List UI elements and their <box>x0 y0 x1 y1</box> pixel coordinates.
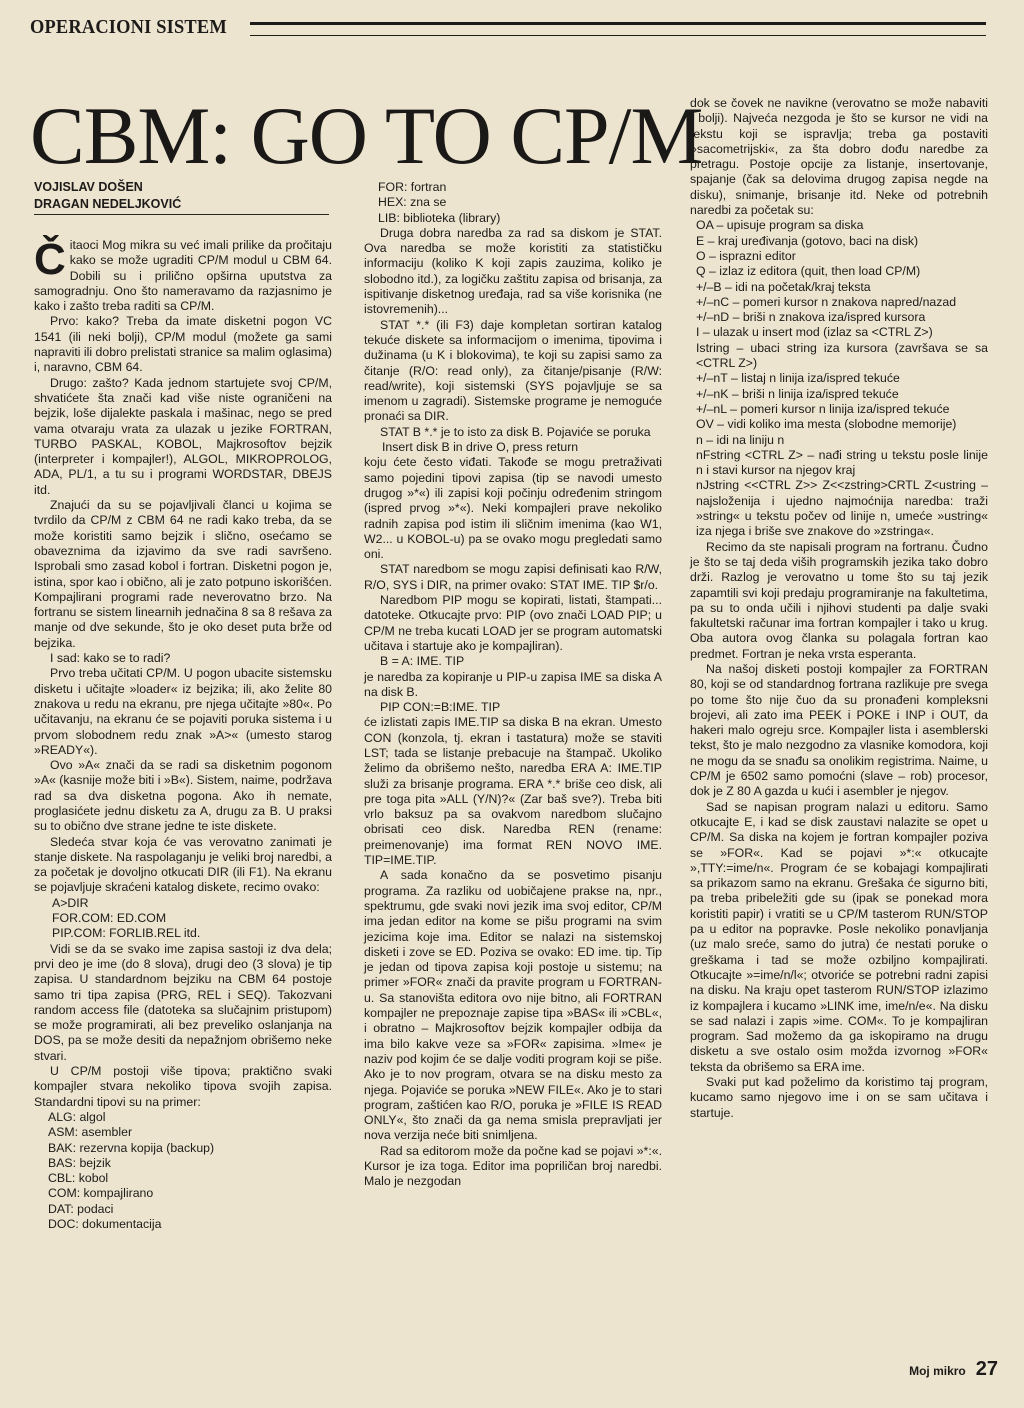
command-list-item: nFstring <CTRL Z> – nađi string u tekstu posle linije n i stavi kursor na njegov kraj <box>696 447 988 478</box>
code-line: A>DIR <box>52 895 89 910</box>
paragraph: Vidi se da se svako ime zapisa sastoji iz dva dela; prvi deo je ime (do 8 slova), drugi deo (3 slova) je tip zapisa. U standardnom bejziku na CBM 64 postoje samo tri tipa zapisa (PRG, REL i SEQ). Takozvani random access file (datoteka sa slučajnim pristupom) se može programirati, ali bez preveliko oslanjanja na DOS, pa se može desiti da nepažnjom obrišemo neke stvari. <box>34 941 332 1063</box>
type-list-item: DAT: podaci <box>48 1201 114 1216</box>
paragraph: Recimo da ste napisali program na fortranu. Čudno je što se taj deda viših programskih jezika tako dobro drži. Razlog je verovatno u tome što su taj jezik zapamtili svi koji predaju programiranje na fakultetima, pa su to onda učili i njihovi studenti pa dalje svaki fakultetski računar ima fortran kompajler i tako u krug. Oba autora ovog članka su polagala fortran kao predmet. Fortran je neka vrsta esperanta. <box>690 539 988 661</box>
code-line: B = A: IME. TIP <box>380 654 465 669</box>
command-list-item: nJstring <<CTRL Z>> Z<<zstring>CRTL Z<ustring – najsloženija i ujedno najmoćnija naredba: traži »string« u tekstu počev od linije n, umeće »ustring« iza njega i briše sve znakove do »zstringa«. <box>696 478 988 539</box>
paragraph: Drugo: zašto? Kada jednom startujete svoj CP/M, shvatićete šta znači kad više niste ograničeni na bejzik, loše dijalekte paskala i mašinac, nego se pred vama otvaraju vrata za ulazak u jezike FORTRAN, TURBO PASKAL, KOBOL, Majkrosoftov bejzik (interpreter i kompajler!), ALGOL, MIKROPROLOG, ADA, PL/1, a tu su i programi WORDSTAR, DBEJS itd. <box>34 375 332 497</box>
paragraph: Druga dobra naredba za rad sa diskom je STAT. Ova naredba se može koristiti za statističku informaciju (koliko K koji zapis zauzima, koliko je slobodno itd.), za logičku zaštitu zapisa od brisanja, za ispitivanje disketnog uređaja, rad sa više korisnika (ne istovremenih)... <box>364 225 662 317</box>
command-list-item: +/–nC – pomeri kursor n znakova napred/nazad <box>696 294 957 309</box>
type-list-item: FOR: fortran <box>378 180 447 194</box>
paragraph: I sad: kako se to radi? <box>50 651 171 666</box>
drop-cap: Č <box>34 235 66 284</box>
byline <box>34 179 324 213</box>
code-line: PIP CON:=B:IME. TIP <box>380 700 501 715</box>
paragraph: STAT naredbom se mogu zapisi definisati kao R/W, R/O, SYS i DIR, na primer ovako: STAT IME. TIP $r/o. <box>364 562 662 592</box>
command-list-item: Istring – ubaci string iza kursora (završava se sa <CTRL Z>) <box>696 340 988 371</box>
paragraph: Rad sa editorom može da počne kad se pojavi »*:«. Kursor je iza toga. Editor ima popriličan broj naredbi. Malo je nezgodan <box>364 1143 662 1189</box>
paragraph: Svaki put kad poželimo da koristimo taj program, kucamo samo njegovo ime i on se sam učitava i startuje. <box>690 1075 988 1120</box>
type-list-item: LIB: biblioteka (library) <box>378 210 501 225</box>
command-list-item: +/–nD – briši n znakova iza/ispred kursora <box>696 310 926 325</box>
paragraph: Sad se napisan program nalazi u editoru. Samo otkucajte E, i kad se disk zaustavi nalazite se opet u CP/M. Sa diska na kojem je fortran kompajler poziva se »FOR«. Kad se pojavi »*:« otkucajte »,TTY:=ime/n«. Program će se kobajagi kompajlirati sa prikazom samo na ekranu. Grešaka će sigurno biti, pa treba pribeležiti gde su (ipak se ponekad mora koristiti papir) i vratiti se u CP/M tasterom RUN/STOP pa u editor na popravke. Posle nekoliko ponavljanja (uz malo sreće, samo do jutra) će nestati poruke o greškama i tad se može ozbiljno kompajlirati. Otkucajte »=ime/n/l«; otvoriće se potrebni radni zapisi na disku. Na kraju opet tasterom RUN/STOP izlazimo iz kompajlera i kucamo »LINK ime, ime/n/e«. Na disku se sad nalazi i zapis »ime. COM«. To je kompajliran program. Sad možemo da ga iskopiramo na drugu disketu a sve ostalo osim možda izvornog »FOR« teksta da obrišemo sa ERA ime. <box>690 799 988 1074</box>
paragraph: je naredba za kopiranje u PIP-u zapisa IME sa diska A na disk B. <box>364 669 662 699</box>
author-name: VOJISLAV DOŠEN <box>34 180 143 194</box>
intro-paragraph <box>34 235 332 314</box>
code-line: FOR.COM: ED.COM <box>52 911 167 926</box>
command-list-item: O – isprazni editor <box>696 248 796 263</box>
section-header <box>30 14 986 40</box>
page-footer <box>909 1358 998 1381</box>
paragraph: A sada konačno da se posvetimo pisanju programa. Za razliku od uobičajene prakse na, npr., spektrumu, gde svaki novi jezik ima svoj editor, CP/M ima jedan editor na kome se pišu programi na svim jezicima koje ima. Editor se nalazi na sistemskoj disketi i zove se ED. Poziva se ovako: ED ime. tip. Tip je jedan od tipova zapisa koji postoje u sistemu; na primer »FOR« znači da pravite program u FORTRAN-u. Sa stanovišta editora ovo nije bitno, ali FORTRAN kompajler ne prepoznaje zapise tipa »BAS« ili »CBL«, i obratno – Majkrosoftov bejzik kompajler odbija da ima bilo kakve veze sa »FOR« zapisima. »Ime« je naziv pod kojim će se dalje voditi program koji se piše. Ako je to nov program, otvara se na disku mesto za njega. Pojaviće se poruka »NEW FILE«. Ako je to stari program, zaštićen kao R/O, poruka je »FILE IS READ ONLY«, što znači da ga nema smisla prepravljati jer nova verzija neće biti snimljena. <box>364 868 662 1143</box>
command-list-item: n – idi na liniju n <box>696 432 785 447</box>
paragraph: Sledeća stvar koja će vas verovatno zanimati je stanje diskete. Na raspolaganju je veliki broj naredbi, a za početak je dovoljno otkucati DIR (ili F1). Na ekranu se pojavljuje skraćeni katalog diskete, recimo ovako: <box>34 834 332 895</box>
command-list-item: +/–nK – briši n linija iza/ispred tekuće <box>696 386 899 401</box>
page-number: 27 <box>975 1358 998 1380</box>
paragraph: Prvo: kako? Treba da imate disketni pogon VC 1541 (ili neki bolji), CP/M modul (možete ga sami napraviti ili dobro prelistati stranice sa malim oglasima) i, naravno, CBM 64. <box>34 314 332 375</box>
byline-divider <box>34 214 329 215</box>
type-list-item: CBL: kobol <box>48 1171 109 1186</box>
paragraph: STAT B *.* je to isto za disk B. Pojaviće se poruka <box>380 424 651 439</box>
magazine-name: Moj mikro <box>909 1364 966 1378</box>
paragraph: STAT *.* (ili F3) daje kompletan sortiran katalog tekuće diskete sa informacijom o imenima, tipovima i dužinama (u K i blokovima), te koji su zapisi samo za čitanje (R/O: read only), za čitanje/pisanje (R/W: read/write), koji sistemski (SYS pojavljuje se sa imenom u zagradi). Sistemske programe je nemoguće pronaći sa DIR. <box>364 317 662 424</box>
type-list-item: COM: kompajlirano <box>48 1186 154 1201</box>
code-line: Insert disk B in drive O, press return <box>382 440 579 455</box>
type-list-item: DOC: dokumentacija <box>48 1217 162 1231</box>
type-list-item: HEX: zna se <box>378 195 447 210</box>
paragraph: Prvo treba učitati CP/M. U pogon ubacite sistemsku disketu i učitajte »loader« iz bejzika; ili, ako želite 80 znakova u redu na ekranu, pre njega učitajte »80«. Po učitavanju, na ekranu će se pojaviti poruka sistema i u prvom slobodnem redu znak »A>« (umesto starog »READY«). <box>34 666 332 757</box>
type-list-item: ALG: algol <box>48 1109 106 1124</box>
paragraph: Naredbom PIP mogu se kopirati, listati, štampati... datoteke. Otkucajte prvo: PIP (ovo znači LOAD PIP; u CP/M ne treba kucati LOAD jer se program automatski učitava i startuje ako je kompajliran). <box>364 593 662 653</box>
intro-text: itaoci Mog mikra su već imali prilike da pročitaju kako se može ugraditi CP/M modul u CBM 64. Dobili su i prilično opširna uputstva za samogradnju. Ono što nameravamo da razjasnimo je kako i zašto treba raditi sa CP/M. <box>34 238 332 314</box>
command-list-item: Q – izlaz iz editora (quit, then load CP/M) <box>696 264 921 279</box>
command-list-item: OV – vidi koliko ima mesta (slobodne memorije) <box>696 417 957 432</box>
paragraph: koju ćete često viđati. Takođe se mogu pretraživati samo pojedini tipovi zapisa (tip se navodi umesto drugog »*«) ili zapisi koji počinju određenim stringom (ispred prvog »*«). Neki kompajleri prave nekoliko radnih zapisa pod istim ili sličnim imenima (kao W1, W2... u KOBOL-u) pa se ovako mogu pregledati samo oni. <box>364 455 662 562</box>
article-headline: CBM: GO TO CP/M <box>30 90 703 181</box>
command-list-item: +/–nT – listaj n linija iza/ispred tekuće <box>696 371 900 386</box>
section-rule <box>250 22 986 36</box>
article-column-2 <box>364 180 662 1190</box>
article-column-3 <box>690 96 988 1121</box>
article-column-1 <box>34 235 332 1232</box>
paragraph: Na našoj disketi postoji kompajler za FORTRAN 80, koji se od standardnog fortrana razlikuje pre svega po tome što nije čuo da su pronađeni kompleksni brojevi, ali zato ima PEEK i POKE i INP i OUT, da hakeri malo ogreju srce. Kompajler lista i asemblerski tekst, što je malo nezgodno za vlasnike komodora, koji ne mogu da se snađu sa onolikim registrima. Naime, u CP/M je 6502 samo pomoćni (slave – rob) procesor, dok je Z 80 A gazda u kući i asembler je njegov. <box>690 661 988 799</box>
section-title: OPERACIONI SISTEM <box>30 15 227 38</box>
type-list-item: BAS: bejzik <box>48 1155 111 1170</box>
type-list-item: ASM: asembler <box>48 1125 133 1140</box>
command-list-item: +/–nL – pomeri kursor n linija iza/ispred tekuće <box>696 401 950 416</box>
paragraph: Znajući da su se pojavljivali članci u kojima se tvrdilo da CP/M z CBM 64 ne radi kako treba, da se može koristiti samo bejzik i slično, osećamo se obaveznima da izjavimo da sve radi savršeno. Isprobali smo zasad kobol i fortran. Disketni pogon je, istina, spor kao i obično, ali je zato potpuno iskorišćen. Kompajlirani programi rade neverovatno brzo. Na fortranu se sistem linearnih jednačina 8 sa 8 rešava za manje od dve sekunde, što je oko deset puta brže od bejzika. <box>34 498 332 650</box>
type-list-item: BAK: rezervna kopija (backup) <box>48 1140 215 1155</box>
code-line: PIP.COM: FORLIB.REL itd. <box>52 926 201 941</box>
paragraph: dok se čovek ne navikne (verovatno se može nabaviti i bolji). Najveća nezgoda je što se kursor ne vidi na tekstu koji se ispravlja; treba ga postaviti »sacometrijski«, za šta dobro dođu naredbe za pretragu. Postoje opcije za listanje, insertovanje, spajanje (čak sa delovima drugog zapisa negde na disku), snimanje, brisanje itd. Neke od potrebnih naredbi za početak su: <box>690 96 988 218</box>
command-list-item: +/–B – idi na početak/kraj teksta <box>696 279 871 294</box>
author-name: DRAGAN NEDELJKOVIĆ <box>34 197 182 211</box>
paragraph: će izlistati zapis IME.TIP sa diska B na ekran. Umesto CON (konzola, tj. ekran i tastatura) može se staviti LST; tada se listanje prebacuje na štampač. Ukoliko želimo da obrišemo nešto, naredba ERA A: IME.TIP služi za brisanje programa. ERA *.* briše ceo disk, ali pre toga pita »ALL (Y/N)?« (Zar baš sve?). Treba biti vrlo baksuz pa sa ovakvom naredbom slučajno obrisati ceo disk. Naredba REN (rename: preimenovanje) ima format REN NOVO IME. TIP=IME.TIP. <box>364 715 662 868</box>
paragraph: U CP/M postoji više tipova; praktično svaki kompajler stvara nekoliko tipova svojih zapisa. Standardni tipovi su na primer: <box>34 1064 332 1109</box>
command-list-item: E – kraj uređivanja (gotovo, baci na disk) <box>696 233 919 248</box>
paragraph: Ovo »A« znači da se radi sa disketnim pogonom »A« (kasnije može biti i »B«). Sistem, naime, podržava rad sa dva disketna pogona. Ako ih nemate, proglasićete jednu disketu za A, drugu za B. U praksi su to obično dve strane jedne te iste diskete. <box>34 758 332 834</box>
command-list-item: I – ulazak u insert mod (izlaz sa <CTRL Z>) <box>696 325 933 340</box>
command-list-item: OA – upisuje program sa diska <box>696 218 864 233</box>
